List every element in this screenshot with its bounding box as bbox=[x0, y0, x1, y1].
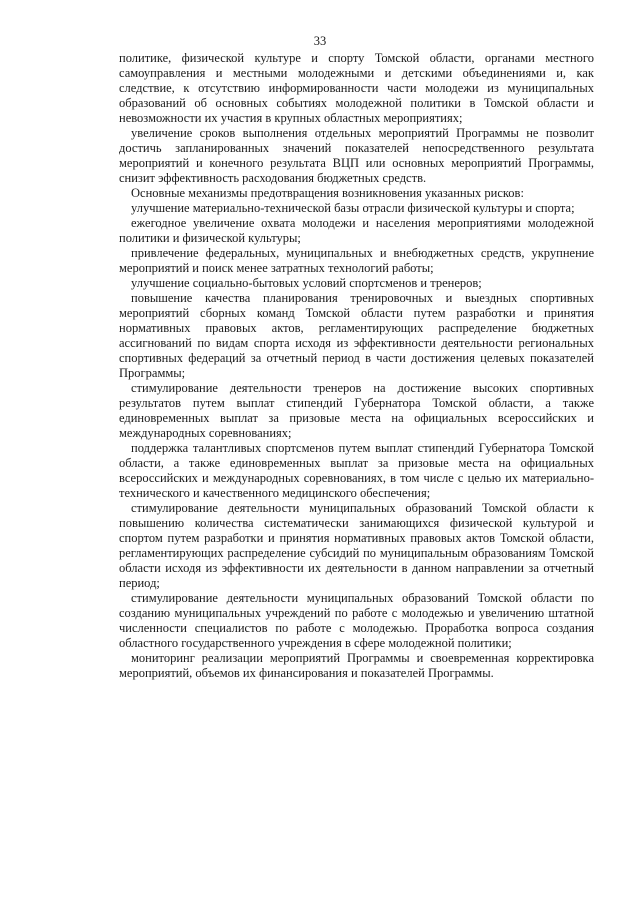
paragraph: увеличение сроков выполнения отдельных мероприятий Программы не позволит достичь запланированных значений показателей непосредственного результата мероприятий и конечного результата ВЦП или основных мероприятий Программы, снизит эффективность расходования бюджетных средств. bbox=[119, 126, 594, 185]
paragraph: поддержка талантливых спортсменов путем выплат стипендий Губернатора Томской области, а также единовременных выплат за призовые места на официальных всероссийских и международных соревнованиях, в том числе с целью их материально-технического и качественного медицинского обеспечения; bbox=[119, 441, 594, 500]
paragraph: улучшение материально-технической базы отрасли физической культуры и спорта; bbox=[131, 201, 575, 215]
body-text bbox=[119, 51, 594, 681]
paragraph: стимулирование деятельности муниципальных образований Томской области к повышению количества систематически занимающихся физической культурой и спортом путем разработки и принятия нормативных правовых актов Томской области, регламентирующих распределение субсидий по муниципальным образованиям Томской области исходя из эффективности их деятельности в данном направлении за отчетный период; bbox=[119, 501, 594, 590]
page-number: 33 bbox=[313, 34, 327, 48]
paragraph: привлечение федеральных, муниципальных и внебюджетных средств, укрупнение мероприятий и поиск менее затратных технологий работы; bbox=[119, 246, 594, 275]
paragraph: мониторинг реализации мероприятий Программы и своевременная корректировка мероприятий, объемов их финансирования и показателей Программы. bbox=[119, 651, 594, 680]
paragraph: улучшение социально-бытовых условий спортсменов и тренеров; bbox=[131, 276, 482, 290]
paragraph-continuation: политике, физической культуре и спорту Томской области, органами местного самоуправления и местными молодежными и детскими объединениями и, как следствие, к отсутствию информированности части молодежи из муниципальных образований об основных событиях молодежной политики в Томской области и невозможности их участия в крупных областных мероприятиях; bbox=[119, 51, 594, 125]
paragraph: Основные механизмы предотвращения возникновения указанных рисков: bbox=[131, 186, 524, 200]
paragraph: стимулирование деятельности муниципальных образований Томской области по созданию муниципальных учреждений по работе с молодежью и увеличению штатной численности специалистов по работе с молодежью. Проработка вопроса создания областного государственного учреждения в сфере молодежной политики; bbox=[119, 591, 594, 650]
paragraph: ежегодное увеличение охвата молодежи и населения мероприятиями молодежной политики и физической культуры; bbox=[119, 216, 594, 245]
paragraph: повышение качества планирования тренировочных и выездных спортивных мероприятий сборных команд Томской области путем разработки и принятия нормативных правовых актов, регламентирующих распределение бюджетных ассигнований по видам спорта исходя из эффективности деятельности региональных спортивных федераций за отчетный период в части достижения целевых показателей Программы; bbox=[119, 291, 594, 380]
paragraph: стимулирование деятельности тренеров на достижение высоких спортивных результатов путем выплат стипендий Губернатора Томской области, а также единовременных выплат за призовые места на официальных всероссийских и международных соревнованиях; bbox=[119, 381, 594, 440]
